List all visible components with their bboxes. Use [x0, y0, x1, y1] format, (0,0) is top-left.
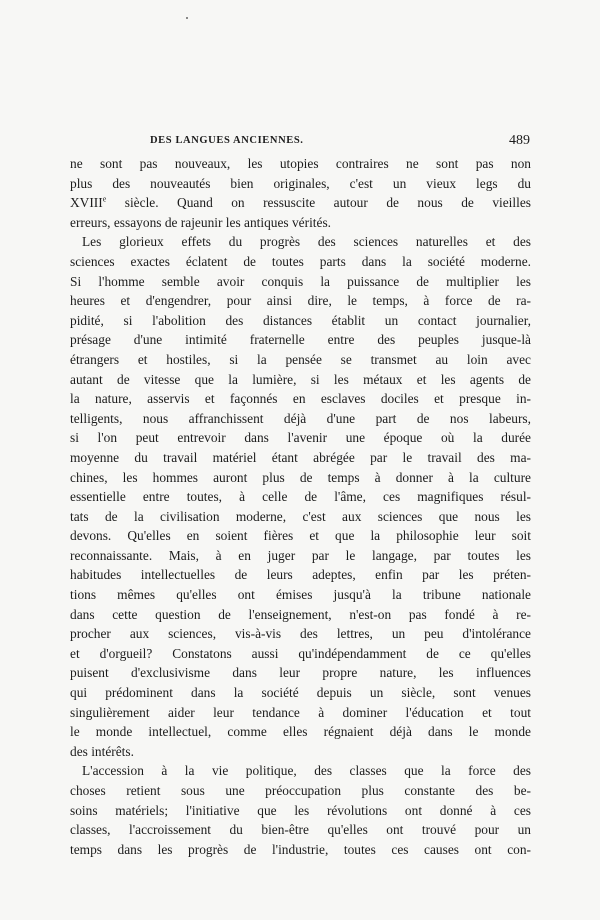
text-line: choses retient sous une préoccupation plus constante des be-	[70, 783, 531, 798]
text-line: ne sont pas nouveaux, les utopies contraires ne sont pas non	[70, 156, 531, 171]
text-line	[70, 193, 531, 213]
text-line: puisent d'exclusivisme dans leur propre nature, les influences	[70, 665, 531, 681]
text-line: telligents, nous affranchissent déjà d'une part de nos labeurs,	[70, 410, 531, 426]
text-line: sciences exactes éclatent de toutes parts dans la société moderne.	[70, 253, 531, 269]
text-line: heures et d'engendrer, pour ainsi dire, le temps, à force de ra-	[70, 293, 531, 309]
text-line: présage d'une intimité fraternelle entre des peuples jusque-là	[70, 332, 531, 348]
text-line: temps dans les progrès de l'industrie, toutes ces causes ont con-	[70, 841, 531, 857]
text-line: reconnaissante. Mais, à en juger par le langage, par toutes les	[70, 547, 531, 563]
text-line: plus des nouveautés bien originales, c'est un vieux legs du	[70, 175, 531, 191]
ink-speck	[186, 17, 188, 19]
running-title: DES LANGUES ANCIENNES.	[150, 135, 304, 146]
text-line: si l'on peut entrevoir dans l'avenir une époque où la durée	[70, 430, 531, 446]
text-line: soins matériels; l'initiative que les révolutions ont donné à ces	[70, 802, 531, 818]
century-numeral: XVIII	[70, 195, 103, 211]
body-text	[70, 154, 531, 859]
text-line: des intérêts.	[70, 743, 134, 759]
text-line: dans cette question de l'enseignement, n'est-on pas fondé à re-	[70, 606, 531, 622]
text-line: devons. Qu'elles en soient fières et que la philosophie leur soit	[70, 528, 531, 544]
text-line: qui prédominent dans la société depuis un siècle, sont venues	[70, 685, 531, 701]
text-line: autant de vitesse que la lumière, si les métaux et les agents de	[70, 371, 531, 387]
text-line: essentielle entre toutes, à celle de l'âme, ces magnifiques résul-	[70, 489, 531, 505]
text-line: tions mêmes qu'elles ont émises jusqu'à la tribune nationale	[70, 587, 531, 603]
text-line: procher aux sciences, vis-à-vis des lettres, un peu d'intolérance	[70, 626, 531, 642]
text-line: étrangers et hostiles, si la pensée se transmet au loin avec	[70, 351, 531, 367]
text-line: habitudes intellectuelles de leurs adeptes, enfin par les préten-	[70, 567, 531, 583]
text-line: moyenne du travail matériel étant abrégée par le travail des ma-	[70, 449, 531, 465]
running-head	[70, 135, 530, 153]
text-line: singulièrement aider leur tendance à dominer l'éducation et tout	[70, 704, 531, 720]
page-number: 489	[509, 133, 530, 148]
text-line: Les glorieux effets du progrès des sciences naturelles et des	[82, 234, 531, 250]
text-line: chines, les hommes auront plus de temps à donner à la culture	[70, 469, 531, 485]
text-line: L'accession à la vie politique, des classes que la force des	[82, 763, 531, 779]
text-line: erreurs, essayons de rajeunir les antiques vérités.	[70, 214, 332, 230]
text-line: pidité, si l'abolition des distances établit un contact journalier,	[70, 312, 531, 328]
text-line: tats de la civilisation moderne, c'est aux sciences que nous les	[70, 508, 531, 524]
text-line: et d'orgueil? Constatons aussi qu'indépendamment de ce qu'elles	[70, 645, 531, 661]
text-line: la nature, asservis et façonnés en esclaves dociles et presque in-	[70, 391, 531, 407]
superscript: e	[102, 194, 107, 204]
line-remainder: siècle. Quand on ressuscite autour de nous de vieilles	[106, 195, 531, 211]
text-line: classes, l'accroissement du bien-être qu'elles ont trouvé pour un	[70, 822, 531, 838]
text-line: Si l'homme semble avoir conquis la puissance de multiplier les	[70, 273, 531, 289]
text-line: le monde intellectuel, comme elles régnaient déjà dans le monde	[70, 724, 531, 740]
